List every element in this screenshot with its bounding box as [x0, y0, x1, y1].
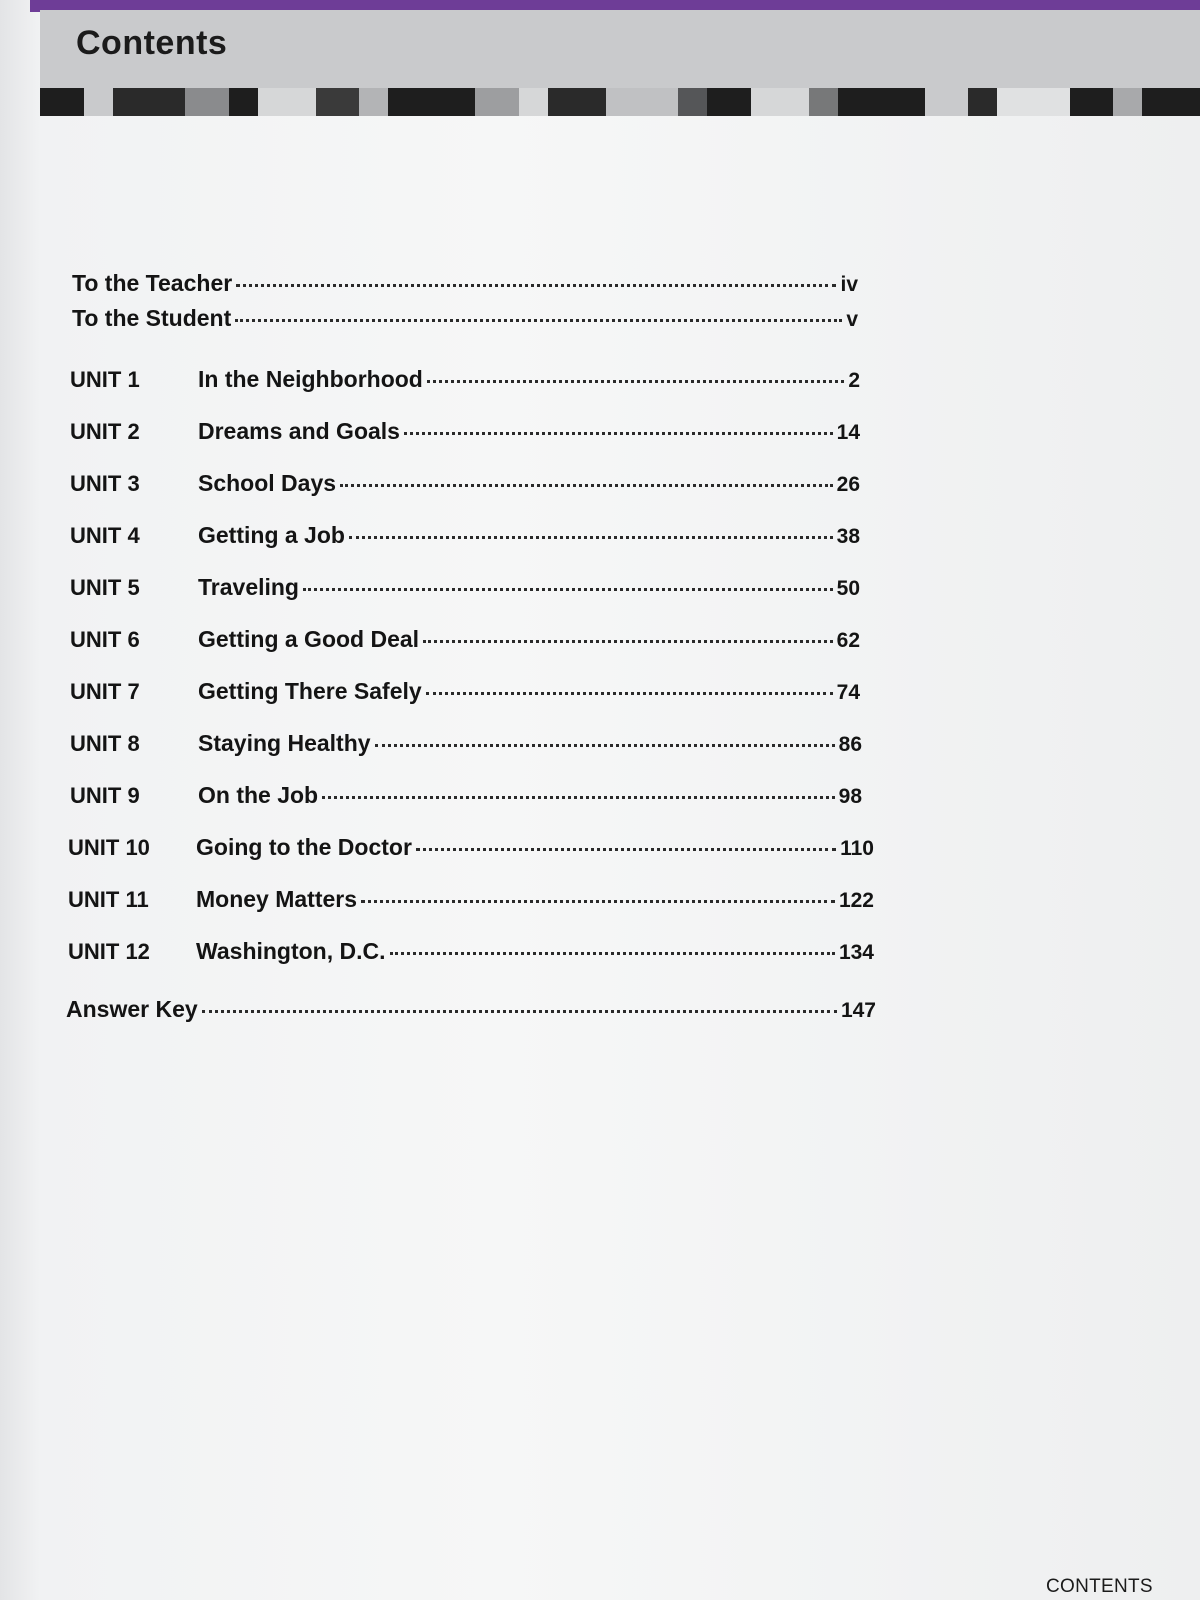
- dot-leader: [361, 900, 835, 903]
- toc-page-number: 147: [840, 999, 876, 1022]
- stripe-segment: [1142, 88, 1200, 116]
- stripe-segment: [707, 88, 751, 116]
- dot-leader: [404, 432, 833, 435]
- unit-label: UNIT 9: [70, 783, 140, 808]
- dot-leader: [426, 692, 833, 695]
- stripe-segment: [997, 88, 1070, 116]
- dot-leader: [349, 536, 833, 539]
- toc-entry-title: Dreams and Goals: [198, 418, 400, 444]
- toc-page-number: 62: [836, 629, 860, 652]
- dot-leader: [390, 952, 835, 955]
- toc-entry-title: Washington, D.C.: [196, 938, 386, 964]
- unit-label: UNIT 7: [70, 679, 140, 704]
- dot-leader: [340, 484, 833, 487]
- toc-page-number: 110: [840, 837, 874, 860]
- toc-page-number: 134: [838, 941, 874, 964]
- toc-row-unit-4: [70, 522, 860, 549]
- stripe-segment: [809, 88, 838, 116]
- stripe-segment: [40, 88, 84, 116]
- toc-entry-title: On the Job: [198, 782, 319, 808]
- dot-leader: [416, 848, 836, 851]
- toc-entry-title: Staying Healthy: [198, 730, 371, 756]
- unit-label: UNIT 10: [68, 835, 150, 860]
- toc-page-number: 122: [838, 889, 874, 912]
- stripe-segment: [751, 88, 809, 116]
- toc-entry-title: Traveling: [198, 574, 299, 600]
- unit-label: UNIT 4: [70, 523, 140, 548]
- toc-entry-title: Getting a Good Deal: [198, 626, 420, 652]
- toc-entry-title: In the Neighborhood: [198, 366, 423, 392]
- toc-page-number: 26: [836, 473, 860, 496]
- dot-leader: [423, 640, 833, 643]
- unit-label: UNIT 12: [68, 939, 150, 964]
- stripe-segment: [359, 88, 388, 116]
- unit-label: UNIT 3: [70, 471, 140, 496]
- stripe-segment: [258, 88, 316, 116]
- toc-row-answer-key: [66, 996, 876, 1023]
- stripe-segment: [316, 88, 360, 116]
- unit-label: UNIT 6: [70, 627, 140, 652]
- toc-row-unit-7: [70, 678, 860, 705]
- unit-label: UNIT 5: [70, 575, 140, 600]
- dot-leader: [375, 744, 835, 747]
- dot-leader: [236, 284, 836, 287]
- stripe-segment: [113, 88, 186, 116]
- footer-running-head: CONTENTS: [1046, 1576, 1153, 1597]
- dot-leader: [427, 380, 844, 383]
- toc-entry-title: Money Matters: [196, 886, 358, 912]
- stripe-segment: [388, 88, 475, 116]
- stripe-segment: [185, 88, 229, 116]
- stripe-segment: [678, 88, 707, 116]
- toc-entry-title: Answer Key: [66, 996, 198, 1022]
- toc-entry-title: Going to the Doctor: [196, 834, 412, 860]
- toc-page-number: 98: [838, 785, 862, 808]
- stripe-segment: [1113, 88, 1142, 116]
- toc-page-number: 14: [836, 421, 860, 444]
- dot-leader: [202, 1010, 837, 1013]
- page-title: Contents: [76, 24, 228, 62]
- stripe-segment: [838, 88, 925, 116]
- toc-page-number: v: [846, 308, 858, 331]
- toc-row-unit-10: [68, 834, 874, 861]
- toc-row-unit-5: [70, 574, 860, 601]
- toc-entry-title: To the Teacher: [72, 270, 233, 296]
- unit-label: UNIT 1: [70, 367, 140, 392]
- toc-entry-title: Getting There Safely: [198, 678, 422, 704]
- stripe-segment: [1070, 88, 1114, 116]
- toc-row-unit-9: [70, 782, 862, 809]
- toc-entry-title: School Days: [198, 470, 337, 496]
- stripe-segment: [925, 88, 969, 116]
- toc-page-number: 50: [836, 577, 860, 600]
- toc-row-unit-3: [70, 470, 860, 497]
- toc-row-unit-2: [70, 418, 860, 445]
- toc-row-unit-11: [68, 886, 874, 913]
- dot-leader: [303, 588, 833, 591]
- toc-row-unit-6: [70, 626, 860, 653]
- toc-page-number: 74: [836, 681, 860, 704]
- stripe-segment: [519, 88, 548, 116]
- unit-label: UNIT 2: [70, 419, 140, 444]
- stripe-segment: [229, 88, 258, 116]
- toc-page-number: iv: [840, 273, 858, 296]
- toc-row-unit-8: [70, 730, 862, 757]
- stripe-segment: [475, 88, 519, 116]
- toc-row-unit-1: [70, 366, 860, 393]
- stripe-segment: [968, 88, 997, 116]
- unit-label: UNIT 8: [70, 731, 140, 756]
- toc-row-to-the-student: [72, 305, 858, 332]
- dot-leader: [322, 796, 835, 799]
- decorative-stripe-bar: [40, 88, 1200, 116]
- toc-page-number: 2: [848, 369, 860, 392]
- toc-entry-title: Getting a Job: [198, 522, 345, 548]
- toc-row-to-the-teacher: [72, 270, 858, 297]
- unit-label: UNIT 11: [68, 887, 149, 912]
- toc-page-number: 38: [836, 525, 860, 548]
- toc-page-number: 86: [838, 733, 862, 756]
- toc-row-unit-12: [68, 938, 874, 965]
- stripe-segment: [548, 88, 606, 116]
- stripe-segment: [606, 88, 679, 116]
- toc-entry-title: To the Student: [72, 305, 232, 331]
- stripe-segment: [84, 88, 113, 116]
- dot-leader: [235, 319, 842, 322]
